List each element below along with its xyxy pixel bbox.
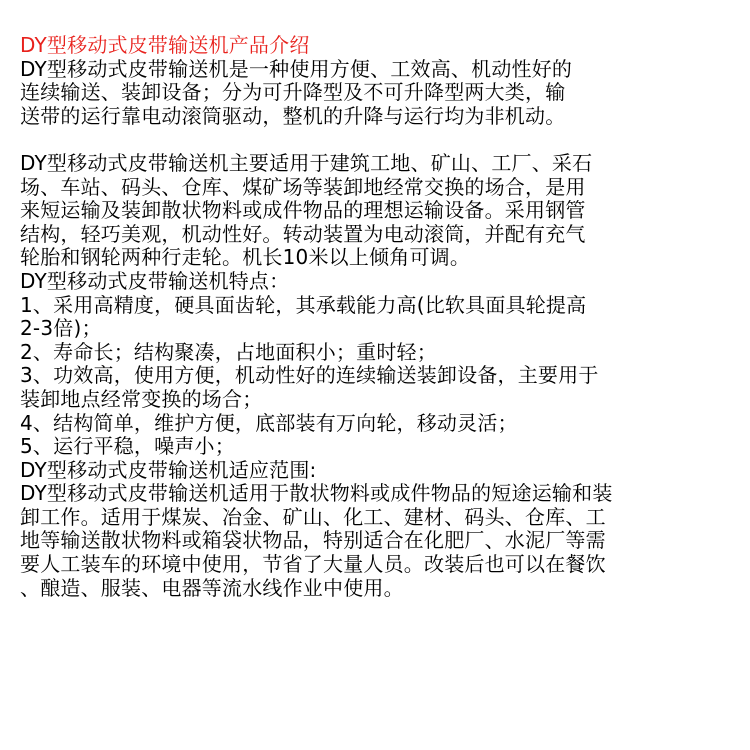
scope-line: 地等输送散状物料或箱袋状物品，特别适合在化肥厂、水泥厂等需: [20, 528, 606, 553]
scope-line: 要人工装车的环境中使用，节省了大量人员。改装后也可以在餐饮: [20, 552, 606, 577]
intro-line: 连续输送、装卸设备；分为可升降型及不可升降型两大类，输: [20, 80, 566, 105]
intro-paragraph: [20, 58, 738, 129]
usage-line: 来短运输及装卸散状物料或成件物品的理想运输设备。采用钢管: [20, 198, 586, 223]
feature-line: 4、结构简单，维护方便，底部装有万向轮，移动灵活；: [20, 410, 518, 435]
feature-line: 2-3倍)；: [20, 316, 102, 341]
feature-line: 1、采用高精度，硬具面齿轮，其承载能力高(比软具面具轮提高: [20, 292, 587, 317]
scope-heading: DY型移动式皮带输送机适应范围:: [20, 457, 317, 482]
usage-line: 轮胎和钢轮两种行走轮。机长10米以上倾角可调。: [20, 245, 471, 270]
usage-line: 结构，轻巧美观，机动性好。转动装置为电动滚筒，并配有充气: [20, 221, 586, 246]
document-title: DY型移动式皮带输送机产品介绍: [20, 33, 310, 57]
features-heading: DY型移动式皮带输送机特点：: [20, 268, 290, 293]
usage-line: 场、车站、码头、仓库、煤矿场等装卸地经常交换的场合，是用: [20, 174, 586, 199]
usage-line: DY型移动式皮带输送机主要适用于建筑工地、矿山、工厂、采石: [20, 150, 593, 175]
features-list: [20, 294, 738, 459]
intro-line: DY型移动式皮带输送机是一种使用方便、工效高、机动性好的: [20, 56, 573, 81]
intro-line: 送带的运行靠电动滚筒驱动，整机的升降与运行均为非机动。: [20, 103, 566, 128]
scope-line: 、酿造、服装、电器等流水线作业中使用。: [20, 575, 404, 600]
scope-paragraph: [20, 482, 738, 600]
feature-line: 2、寿命长；结构聚凑，占地面积小；重时轻；: [20, 339, 437, 364]
feature-line: 5、运行平稳，噪声小；: [20, 434, 235, 459]
scope-line: 卸工作。适用于煤炭、冶金、矿山、化工、建材、码头、仓库、工: [20, 504, 606, 529]
feature-line: 装卸地点经常变换的场合；: [20, 386, 263, 411]
paragraph-spacer: [20, 128, 738, 152]
feature-line: 3、功效高，使用方便，机动性好的连续输送装卸设备，主要用于: [20, 363, 599, 388]
usage-paragraph: [20, 152, 738, 270]
scope-line: DY型移动式皮带输送机适用于散状物料或成件物品的短途运输和装: [20, 481, 613, 506]
